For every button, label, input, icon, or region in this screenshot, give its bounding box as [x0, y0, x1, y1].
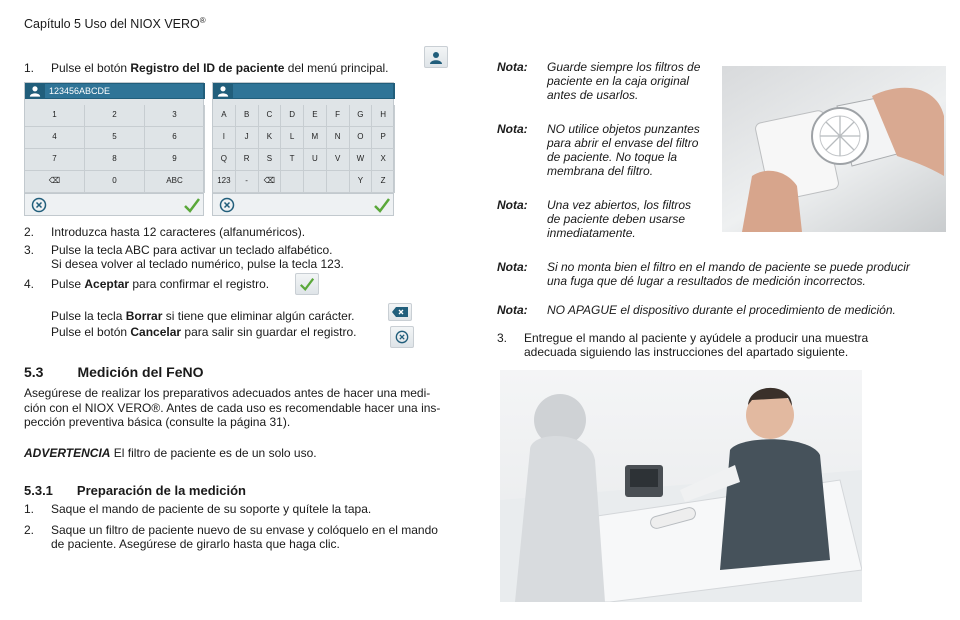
key[interactable]: C: [259, 105, 282, 127]
key[interactable]: 8: [85, 149, 145, 171]
clinic-scene-photo: [500, 370, 862, 602]
key[interactable]: N: [327, 127, 350, 149]
intro-line: ción con el NIOX VERO®. Antes de cada uso es recomendable hacer una ins-: [24, 400, 441, 415]
filter-handle-illustration: [722, 66, 946, 232]
patient-id-field[interactable]: [233, 84, 393, 98]
keypad-footer: [213, 193, 393, 215]
keypad-header: [25, 83, 205, 99]
person-icon: [217, 85, 229, 97]
key[interactable]: W: [350, 149, 373, 171]
note-label: Nota:: [497, 303, 528, 317]
keypad-header: [213, 83, 395, 99]
step-3: [24, 244, 464, 271]
section-number: 5.3: [24, 364, 44, 380]
key[interactable]: 7: [25, 149, 85, 171]
check-icon[interactable]: [183, 196, 201, 214]
step-text: para confirmar el registro.: [129, 277, 270, 291]
key[interactable]: [327, 171, 350, 193]
step-text-line: Entregue el mando al paciente y ayúdele a producir una muestra: [524, 331, 869, 345]
cancel-button[interactable]: [390, 326, 414, 348]
numeric-keys: [25, 105, 205, 193]
key[interactable]: R: [236, 149, 259, 171]
note-text: [547, 260, 952, 288]
step-2: [24, 226, 464, 240]
key[interactable]: D: [281, 105, 304, 127]
registered-mark: ®: [199, 16, 206, 25]
note-line: paciente en la caja original: [547, 74, 690, 88]
check-icon[interactable]: [373, 196, 391, 214]
step-bold: Borrar: [125, 309, 163, 323]
key[interactable]: L: [281, 127, 304, 149]
intro-line: Asegúrese de realizar los preparativos adecuados antes de hacer una medi-: [24, 386, 431, 400]
step-text-line: de paciente. Asegúrese de girarlo hasta que haga clic.: [51, 536, 340, 551]
note-line: inmediatamente.: [547, 226, 636, 240]
key[interactable]: 4: [25, 127, 85, 149]
key[interactable]: Q: [213, 149, 236, 171]
step-text: para salir sin guardar el registro.: [181, 325, 357, 339]
step-3-right: [497, 332, 937, 359]
backspace-key[interactable]: ⌫: [25, 171, 85, 193]
alpha-keys: [213, 105, 395, 193]
key[interactable]: V: [327, 149, 350, 171]
note-text: [547, 60, 722, 102]
note-line: NO utilice objetos punzantes: [547, 122, 700, 136]
step-text: del menú principal.: [284, 61, 389, 75]
section-5-3-1-heading: [24, 483, 246, 498]
step-text: Saque el mando de paciente de su soporte y quítele la tapa.: [51, 502, 372, 516]
chapter-title: Capítulo 5 Uso del NIOX VERO: [24, 17, 200, 32]
patient-id-button[interactable]: [424, 46, 448, 68]
key[interactable]: I: [213, 127, 236, 149]
step-number: 2.: [24, 523, 35, 537]
person-icon: [29, 85, 41, 97]
step-text: Pulse el botón: [51, 61, 131, 75]
key[interactable]: A: [213, 105, 236, 127]
section-intro: [24, 386, 484, 430]
step-number: 3.: [24, 243, 35, 257]
key[interactable]: H: [372, 105, 395, 127]
cancel-icon[interactable]: [31, 197, 47, 213]
key[interactable]: X: [372, 149, 395, 171]
key[interactable]: U: [304, 149, 327, 171]
numeric-switch-key[interactable]: 123: [213, 171, 236, 193]
step-text-line: Si desea volver al teclado numérico, pulse la tecla 123.: [51, 256, 344, 271]
key[interactable]: P: [372, 127, 395, 149]
key[interactable]: T: [281, 149, 304, 171]
note-line: Si no monta bien el filtro en el mando de paciente se puede producir: [547, 260, 910, 274]
note-line: Guarde siempre los filtros de: [547, 60, 701, 74]
key[interactable]: -: [236, 171, 259, 193]
warning-text: El filtro de paciente es de un solo uso.: [110, 446, 317, 460]
note-line: membrana del filtro.: [547, 164, 654, 178]
person-icon: [429, 51, 443, 64]
note-line: de paciente deben usarse: [547, 212, 686, 226]
warning: [24, 446, 484, 461]
backspace-key[interactable]: ⌫: [259, 171, 282, 193]
note-text: [547, 122, 722, 178]
key[interactable]: M: [304, 127, 327, 149]
abc-key[interactable]: ABC: [145, 171, 205, 193]
section-5-3-heading: [24, 364, 203, 380]
key[interactable]: 6: [145, 127, 205, 149]
note-line: una fuga que dé lugar a resultados de medición incorrectos.: [547, 274, 866, 288]
prep-step-2: [24, 524, 484, 551]
key[interactable]: 0: [85, 171, 145, 193]
filter-handle-photo: [722, 66, 946, 232]
intro-line: pección preventiva básica (consulte la página 31).: [24, 415, 291, 429]
step-text: Pulse la tecla: [51, 309, 126, 323]
key[interactable]: Z: [372, 171, 395, 193]
numeric-keypad: [24, 82, 204, 216]
step-bold: Aceptar: [84, 277, 130, 291]
section-title: Medición del FeNO: [77, 364, 204, 380]
note-text: [547, 303, 952, 317]
step-number: 4.: [24, 277, 35, 291]
key[interactable]: O: [350, 127, 373, 149]
note-label: Nota:: [497, 60, 528, 74]
key[interactable]: E: [304, 105, 327, 127]
key[interactable]: J: [236, 127, 259, 149]
section-title: Preparación de la medición: [76, 483, 246, 498]
note-line: de paciente. No toque la: [547, 150, 678, 164]
borrar-instruction: [51, 310, 391, 324]
note-text: [547, 198, 722, 240]
key[interactable]: 1: [25, 105, 85, 127]
cancel-icon[interactable]: [219, 197, 235, 213]
step-text: Pulse el botón: [51, 325, 131, 339]
warning-label: ADVERTENCIA: [24, 446, 111, 460]
step-text-line: Pulse la tecla ABC para activar un teclado alfabético.: [51, 243, 333, 257]
step-number: 2.: [24, 225, 35, 239]
step-text: si tiene que eliminar algún carácter.: [162, 309, 355, 323]
clinic-scene-illustration: [500, 370, 862, 602]
key[interactable]: 5: [85, 127, 145, 149]
section-number: 5.3.1: [24, 483, 53, 498]
cancel-icon: [395, 330, 409, 344]
prep-step-1: [24, 503, 484, 517]
step-text: Pulse: [51, 277, 85, 291]
step-bold: Registro del ID de paciente: [130, 61, 285, 75]
backspace-icon: [392, 307, 408, 317]
cancelar-instruction: [51, 326, 391, 340]
page-header: [24, 16, 206, 31]
note-line: para abrir el envase del filtro: [547, 136, 699, 150]
key[interactable]: G: [350, 105, 373, 127]
key[interactable]: S: [259, 149, 282, 171]
step-4: [24, 278, 324, 292]
key[interactable]: 2: [85, 105, 145, 127]
step-bold: Cancelar: [130, 325, 182, 339]
step-number: 1.: [24, 502, 35, 516]
key[interactable]: 9: [145, 149, 205, 171]
patient-id-field[interactable]: 123456ABCDE: [45, 84, 203, 98]
delete-button[interactable]: [388, 303, 412, 321]
check-icon: [299, 276, 315, 292]
note-line: Una vez abiertos, los filtros: [547, 198, 692, 212]
note-line: antes de usarlos.: [547, 88, 639, 102]
accept-button[interactable]: [295, 273, 319, 295]
alpha-keypad: [212, 82, 394, 216]
step-number: 3.: [497, 331, 508, 345]
keypad-footer: [25, 193, 203, 215]
step-text-line: adecuada siguiendo las instrucciones del apartado siguiente.: [524, 344, 849, 359]
step-text: Introduzca hasta 12 caracteres (alfanuméricos).: [51, 225, 306, 239]
key[interactable]: K: [259, 127, 282, 149]
note-line: NO APAGUE el dispositivo durante el procedimiento de medición.: [547, 303, 896, 317]
step-1: [24, 62, 444, 76]
step-number: 1.: [24, 61, 35, 75]
key[interactable]: 3: [145, 105, 205, 127]
key[interactable]: [304, 171, 327, 193]
key[interactable]: Y: [350, 171, 373, 193]
key[interactable]: [281, 171, 304, 193]
note-label: Nota:: [497, 122, 528, 136]
key[interactable]: B: [236, 105, 259, 127]
note-label: Nota:: [497, 260, 528, 274]
key[interactable]: F: [327, 105, 350, 127]
note-label: Nota:: [497, 198, 528, 212]
step-text-line: Saque un filtro de paciente nuevo de su envase y colóquelo en el mando: [51, 523, 438, 537]
